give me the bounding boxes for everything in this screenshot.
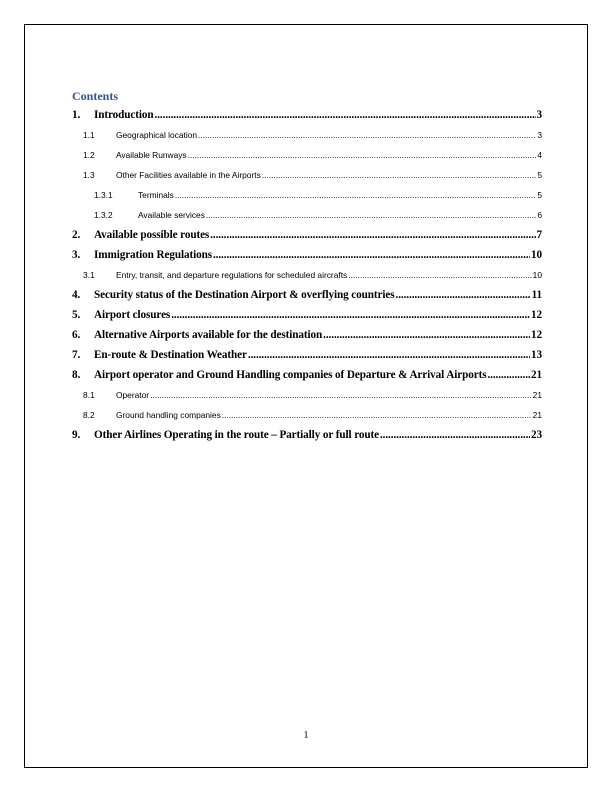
toc-entry-page: 21 xyxy=(531,369,542,381)
toc-entry-title: Immigration Regulations xyxy=(94,249,212,261)
toc-entry-page: 5 xyxy=(537,170,542,180)
toc-entry-title: Available services xyxy=(138,210,205,220)
toc-entry-number: 3. xyxy=(72,249,81,261)
toc-entry-title: Terminals xyxy=(138,190,174,200)
toc-entry-available-services[interactable] xyxy=(72,205,542,225)
toc-entry-title: Airport closures xyxy=(94,309,171,321)
toc-entry-title: Entry, transit, and departure regulations for scheduled aircrafts xyxy=(116,270,348,280)
toc-entry-number: 1.3.1 xyxy=(94,190,113,200)
dot-leader xyxy=(206,205,536,225)
toc-entry-available-routes[interactable] xyxy=(72,225,542,245)
toc-entry-operator[interactable] xyxy=(72,385,542,405)
toc-entry-introduction[interactable] xyxy=(72,105,542,125)
toc-entry-number: 5. xyxy=(72,309,81,321)
dot-leader xyxy=(198,125,536,145)
toc-entry-geographical-location[interactable] xyxy=(72,125,542,145)
toc-entry-title: Alternative Airports available for the destination xyxy=(94,329,323,341)
toc-entry-page: 21 xyxy=(532,390,542,400)
toc-entry-immigration-regulations[interactable] xyxy=(72,245,542,265)
toc-entry-page: 7 xyxy=(536,229,542,241)
toc-entry-title: Airport operator and Ground Handling companies of Departure & Arrival Airports xyxy=(94,369,487,381)
dot-leader xyxy=(222,405,532,425)
toc-entry-page: 12 xyxy=(531,329,542,341)
toc-entry-number: 9. xyxy=(72,429,81,441)
toc-entry-security-status[interactable] xyxy=(72,285,542,305)
toc-entry-page: 23 xyxy=(531,429,542,441)
toc-entry-other-airlines[interactable] xyxy=(72,425,542,445)
dot-leader xyxy=(487,365,530,385)
toc-entry-page: 12 xyxy=(531,309,542,321)
toc-entry-number: 8. xyxy=(72,369,81,381)
dot-leader xyxy=(210,225,535,245)
dot-leader xyxy=(150,385,532,405)
toc-entry-number: 4. xyxy=(72,289,81,301)
toc-entry-other-facilities[interactable] xyxy=(72,165,542,185)
toc-entry-title: Introduction xyxy=(94,109,154,121)
toc-entry-available-runways[interactable] xyxy=(72,145,542,165)
dot-leader xyxy=(213,245,530,265)
toc-entry-number: 1.2 xyxy=(83,150,95,160)
toc-entry-number: 7. xyxy=(72,349,81,361)
toc-entry-page: 4 xyxy=(537,150,542,160)
toc-entry-title: Available Runways xyxy=(116,150,187,160)
toc-entry-number: 8.1 xyxy=(83,390,95,400)
page-number: 1 xyxy=(303,730,309,741)
dot-leader xyxy=(188,145,537,165)
toc-entry-weather[interactable] xyxy=(72,345,542,365)
toc-entry-page: 13 xyxy=(531,349,542,361)
dot-leader xyxy=(248,345,530,365)
toc-entry-number: 8.2 xyxy=(83,410,95,420)
dot-leader xyxy=(171,305,530,325)
toc-entry-page: 5 xyxy=(537,190,542,200)
toc-entry-title: Available possible routes xyxy=(94,229,210,241)
dot-leader xyxy=(348,265,531,285)
toc-entry-airport-operator-ground-handling[interactable] xyxy=(72,365,542,385)
toc-entry-alternative-airports[interactable] xyxy=(72,325,542,345)
toc-entry-page: 3 xyxy=(537,130,542,140)
toc-entry-page: 3 xyxy=(536,109,542,121)
dot-leader xyxy=(262,165,537,185)
toc-entry-title: Operator xyxy=(116,390,150,400)
toc-entry-title: Security status of the Destination Airport & overflying countries xyxy=(94,289,395,301)
toc-entry-terminals[interactable] xyxy=(72,185,542,205)
table-of-contents xyxy=(72,90,542,445)
dot-leader xyxy=(396,285,531,305)
dot-leader xyxy=(323,325,530,345)
toc-entry-title: Geographical location xyxy=(116,130,198,140)
toc-entry-number: 1.3.2 xyxy=(94,210,113,220)
toc-entry-page: 10 xyxy=(531,249,542,261)
toc-entry-title: Ground handling companies xyxy=(116,410,221,420)
toc-entry-ground-handling-companies[interactable] xyxy=(72,405,542,425)
toc-entry-number: 2. xyxy=(72,229,81,241)
toc-entry-number: 1.3 xyxy=(83,170,95,180)
toc-heading: Contents xyxy=(72,89,119,103)
toc-entry-number: 1.1 xyxy=(83,130,95,140)
dot-leader xyxy=(380,425,530,445)
toc-entry-number: 3.1 xyxy=(83,270,95,280)
toc-entry-title: En-route & Destination Weather xyxy=(94,349,247,361)
toc-entry-airport-closures[interactable] xyxy=(72,305,542,325)
toc-entry-page: 6 xyxy=(537,210,542,220)
toc-entry-page: 21 xyxy=(532,410,542,420)
toc-entry-title: Other Facilities available in the Airports xyxy=(116,170,261,180)
toc-entry-number: 6. xyxy=(72,329,81,341)
toc-entry-entry-transit-departure[interactable] xyxy=(72,265,542,285)
dot-leader xyxy=(155,105,536,125)
toc-entry-number: 1. xyxy=(72,109,81,121)
dot-leader xyxy=(175,185,536,205)
toc-entry-title: Other Airlines Operating in the route – Partially or full route xyxy=(94,429,379,441)
toc-entry-page: 11 xyxy=(531,289,542,301)
toc-entry-page: 10 xyxy=(532,270,542,280)
